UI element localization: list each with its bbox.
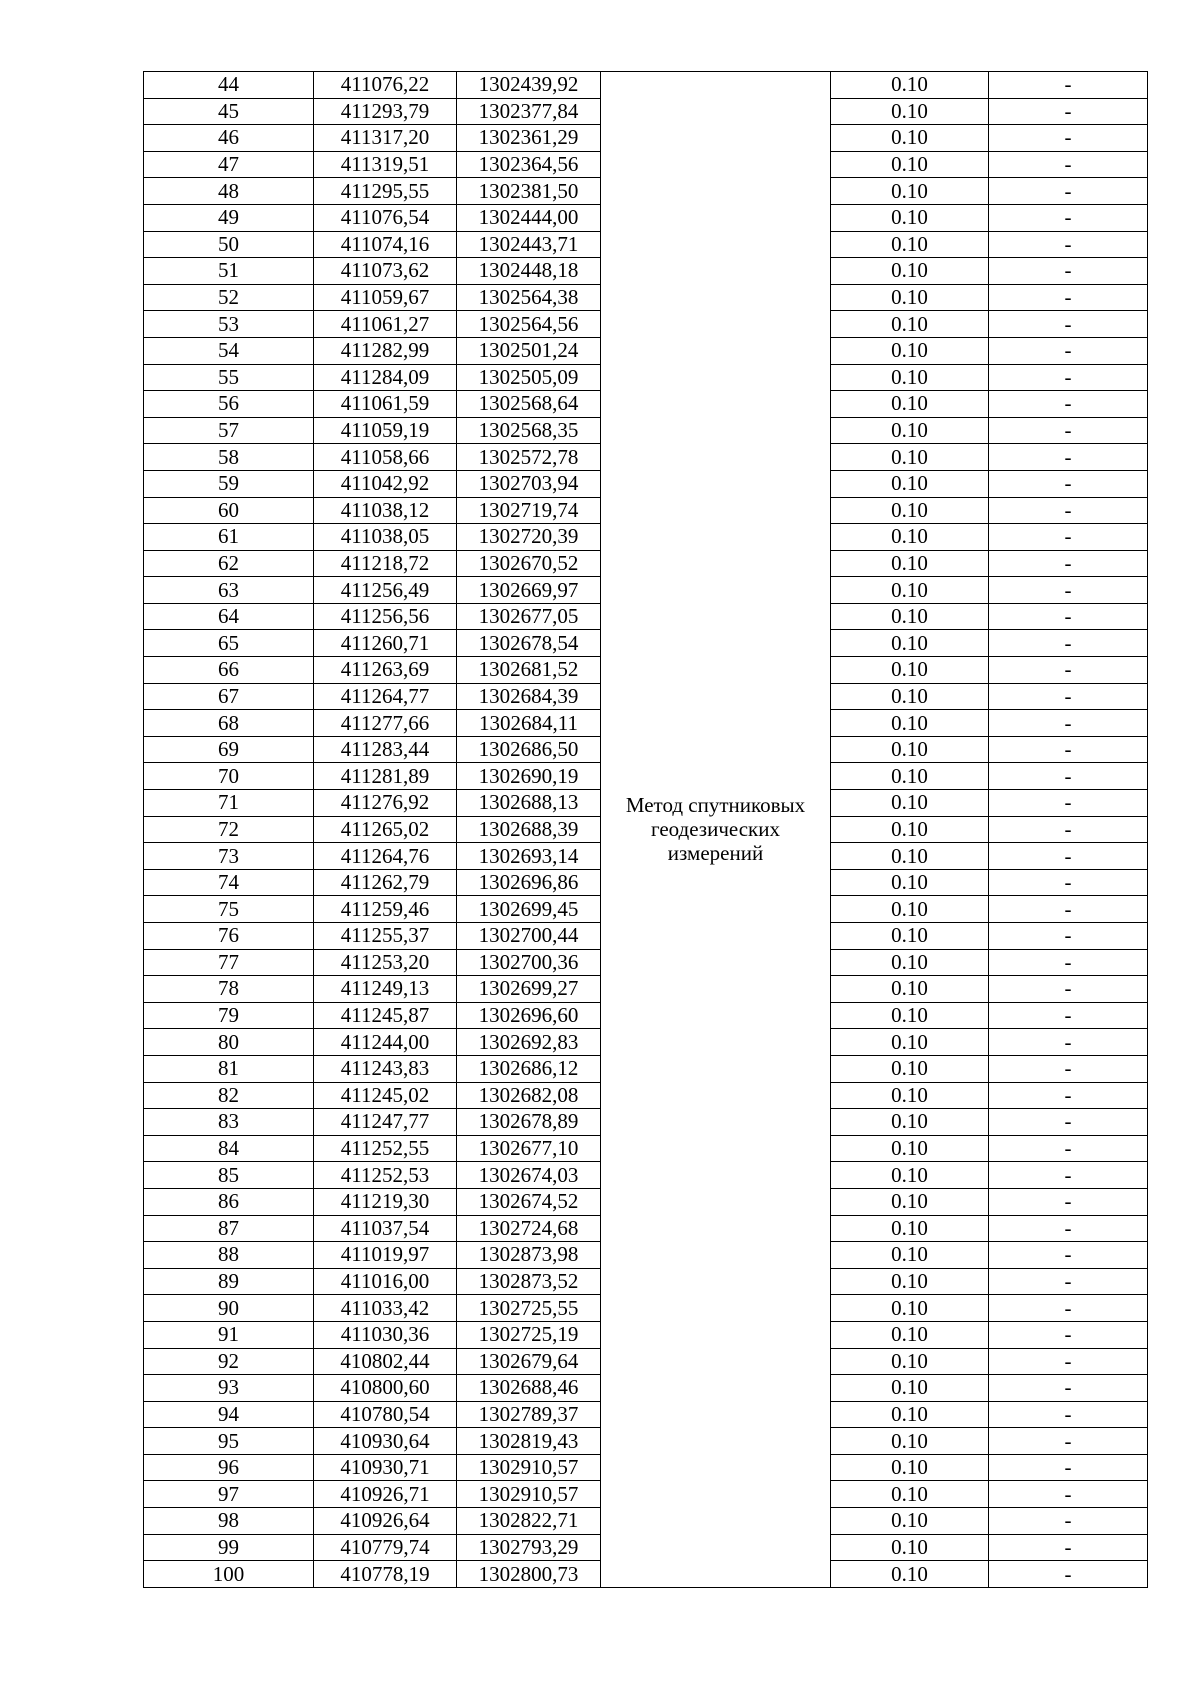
point-number-cell: 44 <box>144 72 314 99</box>
accuracy-cell: 0.10 <box>831 1561 989 1588</box>
x-coordinate-cell: 411038,12 <box>314 497 457 524</box>
extra-value-cell: - <box>989 683 1148 710</box>
accuracy-cell: 0.10 <box>831 311 989 338</box>
x-coordinate-cell: 411243,83 <box>314 1055 457 1082</box>
y-coordinate-cell: 1302725,19 <box>457 1321 601 1348</box>
y-coordinate-cell: 1302688,46 <box>457 1375 601 1402</box>
point-number-cell: 96 <box>144 1454 314 1481</box>
accuracy-cell: 0.10 <box>831 896 989 923</box>
extra-value-cell: - <box>989 1534 1148 1561</box>
extra-value-cell: - <box>989 1481 1148 1508</box>
coordinates-table <box>143 71 1148 1588</box>
point-number-cell: 90 <box>144 1295 314 1322</box>
x-coordinate-cell: 410800,60 <box>314 1375 457 1402</box>
point-number-cell: 93 <box>144 1375 314 1402</box>
extra-value-cell: - <box>989 311 1148 338</box>
y-coordinate-cell: 1302568,64 <box>457 391 601 418</box>
extra-value-cell: - <box>989 657 1148 684</box>
x-coordinate-cell: 411282,99 <box>314 337 457 364</box>
point-number-cell: 71 <box>144 790 314 817</box>
x-coordinate-cell: 411061,27 <box>314 311 457 338</box>
point-number-cell: 47 <box>144 151 314 178</box>
y-coordinate-cell: 1302693,14 <box>457 843 601 870</box>
extra-value-cell: - <box>989 497 1148 524</box>
extra-value-cell: - <box>989 1082 1148 1109</box>
point-number-cell: 51 <box>144 258 314 285</box>
x-coordinate-cell: 410780,54 <box>314 1401 457 1428</box>
point-number-cell: 68 <box>144 710 314 737</box>
extra-value-cell: - <box>989 630 1148 657</box>
y-coordinate-cell: 1302686,12 <box>457 1055 601 1082</box>
y-coordinate-cell: 1302684,39 <box>457 683 601 710</box>
accuracy-cell: 0.10 <box>831 710 989 737</box>
x-coordinate-cell: 410926,71 <box>314 1481 457 1508</box>
point-number-cell: 59 <box>144 470 314 497</box>
x-coordinate-cell: 411256,56 <box>314 603 457 630</box>
y-coordinate-cell: 1302564,38 <box>457 284 601 311</box>
extra-value-cell: - <box>989 1055 1148 1082</box>
point-number-cell: 48 <box>144 178 314 205</box>
point-number-cell: 60 <box>144 497 314 524</box>
extra-value-cell: - <box>989 1268 1148 1295</box>
x-coordinate-cell: 411253,20 <box>314 949 457 976</box>
point-number-cell: 95 <box>144 1428 314 1455</box>
accuracy-cell: 0.10 <box>831 417 989 444</box>
y-coordinate-cell: 1302377,84 <box>457 98 601 125</box>
accuracy-cell: 0.10 <box>831 790 989 817</box>
x-coordinate-cell: 411059,19 <box>314 417 457 444</box>
extra-value-cell: - <box>989 1029 1148 1056</box>
y-coordinate-cell: 1302572,78 <box>457 444 601 471</box>
point-number-cell: 80 <box>144 1029 314 1056</box>
y-coordinate-cell: 1302692,83 <box>457 1029 601 1056</box>
y-coordinate-cell: 1302720,39 <box>457 524 601 551</box>
accuracy-cell: 0.10 <box>831 1029 989 1056</box>
point-number-cell: 82 <box>144 1082 314 1109</box>
accuracy-cell: 0.10 <box>831 657 989 684</box>
y-coordinate-cell: 1302682,08 <box>457 1082 601 1109</box>
extra-value-cell: - <box>989 391 1148 418</box>
point-number-cell: 72 <box>144 816 314 843</box>
accuracy-cell: 0.10 <box>831 949 989 976</box>
extra-value-cell: - <box>989 896 1148 923</box>
extra-value-cell: - <box>989 364 1148 391</box>
point-number-cell: 98 <box>144 1508 314 1535</box>
y-coordinate-cell: 1302678,54 <box>457 630 601 657</box>
y-coordinate-cell: 1302793,29 <box>457 1534 601 1561</box>
x-coordinate-cell: 411059,67 <box>314 284 457 311</box>
x-coordinate-cell: 411016,00 <box>314 1268 457 1295</box>
extra-value-cell: - <box>989 1242 1148 1269</box>
y-coordinate-cell: 1302364,56 <box>457 151 601 178</box>
coordinates-table-body <box>144 72 1148 1588</box>
point-number-cell: 55 <box>144 364 314 391</box>
y-coordinate-cell: 1302873,52 <box>457 1268 601 1295</box>
accuracy-cell: 0.10 <box>831 364 989 391</box>
y-coordinate-cell: 1302703,94 <box>457 470 601 497</box>
y-coordinate-cell: 1302688,39 <box>457 816 601 843</box>
accuracy-cell: 0.10 <box>831 1481 989 1508</box>
x-coordinate-cell: 411265,02 <box>314 816 457 843</box>
extra-value-cell: - <box>989 1454 1148 1481</box>
extra-value-cell: - <box>989 1135 1148 1162</box>
extra-value-cell: - <box>989 204 1148 231</box>
y-coordinate-cell: 1302678,89 <box>457 1109 601 1136</box>
point-number-cell: 97 <box>144 1481 314 1508</box>
extra-value-cell: - <box>989 1188 1148 1215</box>
extra-value-cell: - <box>989 710 1148 737</box>
y-coordinate-cell: 1302568,35 <box>457 417 601 444</box>
point-number-cell: 92 <box>144 1348 314 1375</box>
accuracy-cell: 0.10 <box>831 98 989 125</box>
point-number-cell: 75 <box>144 896 314 923</box>
extra-value-cell: - <box>989 816 1148 843</box>
y-coordinate-cell: 1302789,37 <box>457 1401 601 1428</box>
extra-value-cell: - <box>989 1321 1148 1348</box>
accuracy-cell: 0.10 <box>831 816 989 843</box>
x-coordinate-cell: 411319,51 <box>314 151 457 178</box>
accuracy-cell: 0.10 <box>831 869 989 896</box>
extra-value-cell: - <box>989 790 1148 817</box>
x-coordinate-cell: 411263,69 <box>314 657 457 684</box>
accuracy-cell: 0.10 <box>831 736 989 763</box>
accuracy-cell: 0.10 <box>831 630 989 657</box>
point-number-cell: 100 <box>144 1561 314 1588</box>
accuracy-cell: 0.10 <box>831 231 989 258</box>
extra-value-cell: - <box>989 1109 1148 1136</box>
x-coordinate-cell: 411259,46 <box>314 896 457 923</box>
extra-value-cell: - <box>989 976 1148 1003</box>
x-coordinate-cell: 411037,54 <box>314 1215 457 1242</box>
x-coordinate-cell: 411218,72 <box>314 550 457 577</box>
y-coordinate-cell: 1302719,74 <box>457 497 601 524</box>
accuracy-cell: 0.10 <box>831 470 989 497</box>
y-coordinate-cell: 1302681,52 <box>457 657 601 684</box>
point-number-cell: 86 <box>144 1188 314 1215</box>
x-coordinate-cell: 411252,53 <box>314 1162 457 1189</box>
accuracy-cell: 0.10 <box>831 1215 989 1242</box>
x-coordinate-cell: 411264,76 <box>314 843 457 870</box>
y-coordinate-cell: 1302381,50 <box>457 178 601 205</box>
point-number-cell: 62 <box>144 550 314 577</box>
point-number-cell: 50 <box>144 231 314 258</box>
y-coordinate-cell: 1302448,18 <box>457 258 601 285</box>
point-number-cell: 85 <box>144 1162 314 1189</box>
y-coordinate-cell: 1302700,44 <box>457 923 601 950</box>
point-number-cell: 99 <box>144 1534 314 1561</box>
extra-value-cell: - <box>989 524 1148 551</box>
extra-value-cell: - <box>989 1295 1148 1322</box>
y-coordinate-cell: 1302677,10 <box>457 1135 601 1162</box>
x-coordinate-cell: 411256,49 <box>314 577 457 604</box>
y-coordinate-cell: 1302674,52 <box>457 1188 601 1215</box>
accuracy-cell: 0.10 <box>831 258 989 285</box>
extra-value-cell: - <box>989 763 1148 790</box>
accuracy-cell: 0.10 <box>831 1401 989 1428</box>
point-number-cell: 66 <box>144 657 314 684</box>
point-number-cell: 46 <box>144 125 314 152</box>
accuracy-cell: 0.10 <box>831 151 989 178</box>
point-number-cell: 54 <box>144 337 314 364</box>
x-coordinate-cell: 411247,77 <box>314 1109 457 1136</box>
x-coordinate-cell: 411033,42 <box>314 1295 457 1322</box>
y-coordinate-cell: 1302696,86 <box>457 869 601 896</box>
table-row <box>144 72 1148 99</box>
x-coordinate-cell: 411073,62 <box>314 258 457 285</box>
point-number-cell: 91 <box>144 1321 314 1348</box>
point-number-cell: 73 <box>144 843 314 870</box>
x-coordinate-cell: 411038,05 <box>314 524 457 551</box>
point-number-cell: 84 <box>144 1135 314 1162</box>
extra-value-cell: - <box>989 1508 1148 1535</box>
y-coordinate-cell: 1302674,03 <box>457 1162 601 1189</box>
extra-value-cell: - <box>989 1401 1148 1428</box>
accuracy-cell: 0.10 <box>831 125 989 152</box>
y-coordinate-cell: 1302679,64 <box>457 1348 601 1375</box>
point-number-cell: 87 <box>144 1215 314 1242</box>
point-number-cell: 53 <box>144 311 314 338</box>
accuracy-cell: 0.10 <box>831 284 989 311</box>
x-coordinate-cell: 411076,54 <box>314 204 457 231</box>
point-number-cell: 63 <box>144 577 314 604</box>
y-coordinate-cell: 1302670,52 <box>457 550 601 577</box>
accuracy-cell: 0.10 <box>831 603 989 630</box>
y-coordinate-cell: 1302439,92 <box>457 72 601 99</box>
accuracy-cell: 0.10 <box>831 178 989 205</box>
y-coordinate-cell: 1302873,98 <box>457 1242 601 1269</box>
y-coordinate-cell: 1302699,27 <box>457 976 601 1003</box>
x-coordinate-cell: 411076,22 <box>314 72 457 99</box>
x-coordinate-cell: 411058,66 <box>314 444 457 471</box>
y-coordinate-cell: 1302686,50 <box>457 736 601 763</box>
point-number-cell: 49 <box>144 204 314 231</box>
accuracy-cell: 0.10 <box>831 1321 989 1348</box>
extra-value-cell: - <box>989 1561 1148 1588</box>
x-coordinate-cell: 411019,97 <box>314 1242 457 1269</box>
accuracy-cell: 0.10 <box>831 1508 989 1535</box>
extra-value-cell: - <box>989 470 1148 497</box>
y-coordinate-cell: 1302690,19 <box>457 763 601 790</box>
extra-value-cell: - <box>989 231 1148 258</box>
y-coordinate-cell: 1302443,71 <box>457 231 601 258</box>
x-coordinate-cell: 411061,59 <box>314 391 457 418</box>
x-coordinate-cell: 411252,55 <box>314 1135 457 1162</box>
accuracy-cell: 0.10 <box>831 444 989 471</box>
extra-value-cell: - <box>989 1375 1148 1402</box>
accuracy-cell: 0.10 <box>831 1454 989 1481</box>
point-number-cell: 56 <box>144 391 314 418</box>
y-coordinate-cell: 1302700,36 <box>457 949 601 976</box>
extra-value-cell: - <box>989 284 1148 311</box>
y-coordinate-cell: 1302800,73 <box>457 1561 601 1588</box>
accuracy-cell: 0.10 <box>831 1135 989 1162</box>
extra-value-cell: - <box>989 923 1148 950</box>
extra-value-cell: - <box>989 1162 1148 1189</box>
accuracy-cell: 0.10 <box>831 337 989 364</box>
y-coordinate-cell: 1302688,13 <box>457 790 601 817</box>
x-coordinate-cell: 411255,37 <box>314 923 457 950</box>
point-number-cell: 88 <box>144 1242 314 1269</box>
accuracy-cell: 0.10 <box>831 1268 989 1295</box>
y-coordinate-cell: 1302822,71 <box>457 1508 601 1535</box>
accuracy-cell: 0.10 <box>831 1109 989 1136</box>
method-cell: Метод спутниковых геодезических измерений <box>601 72 831 1588</box>
point-number-cell: 67 <box>144 683 314 710</box>
accuracy-cell: 0.10 <box>831 497 989 524</box>
x-coordinate-cell: 410930,64 <box>314 1428 457 1455</box>
extra-value-cell: - <box>989 337 1148 364</box>
point-number-cell: 81 <box>144 1055 314 1082</box>
point-number-cell: 74 <box>144 869 314 896</box>
y-coordinate-cell: 1302910,57 <box>457 1481 601 1508</box>
point-number-cell: 69 <box>144 736 314 763</box>
extra-value-cell: - <box>989 869 1148 896</box>
y-coordinate-cell: 1302501,24 <box>457 337 601 364</box>
extra-value-cell: - <box>989 736 1148 763</box>
extra-value-cell: - <box>989 151 1148 178</box>
accuracy-cell: 0.10 <box>831 683 989 710</box>
y-coordinate-cell: 1302910,57 <box>457 1454 601 1481</box>
accuracy-cell: 0.10 <box>831 976 989 1003</box>
point-number-cell: 94 <box>144 1401 314 1428</box>
extra-value-cell: - <box>989 1428 1148 1455</box>
extra-value-cell: - <box>989 603 1148 630</box>
y-coordinate-cell: 1302724,68 <box>457 1215 601 1242</box>
extra-value-cell: - <box>989 125 1148 152</box>
accuracy-cell: 0.10 <box>831 1534 989 1561</box>
point-number-cell: 61 <box>144 524 314 551</box>
x-coordinate-cell: 410778,19 <box>314 1561 457 1588</box>
x-coordinate-cell: 411042,92 <box>314 470 457 497</box>
point-number-cell: 64 <box>144 603 314 630</box>
y-coordinate-cell: 1302819,43 <box>457 1428 601 1455</box>
y-coordinate-cell: 1302669,97 <box>457 577 601 604</box>
accuracy-cell: 0.10 <box>831 1055 989 1082</box>
extra-value-cell: - <box>989 1215 1148 1242</box>
x-coordinate-cell: 411284,09 <box>314 364 457 391</box>
x-coordinate-cell: 410926,64 <box>314 1508 457 1535</box>
extra-value-cell: - <box>989 98 1148 125</box>
accuracy-cell: 0.10 <box>831 204 989 231</box>
point-number-cell: 76 <box>144 923 314 950</box>
x-coordinate-cell: 411244,00 <box>314 1029 457 1056</box>
x-coordinate-cell: 411262,79 <box>314 869 457 896</box>
x-coordinate-cell: 411293,79 <box>314 98 457 125</box>
accuracy-cell: 0.10 <box>831 843 989 870</box>
x-coordinate-cell: 411245,87 <box>314 1002 457 1029</box>
point-number-cell: 52 <box>144 284 314 311</box>
point-number-cell: 58 <box>144 444 314 471</box>
x-coordinate-cell: 410930,71 <box>314 1454 457 1481</box>
y-coordinate-cell: 1302699,45 <box>457 896 601 923</box>
extra-value-cell: - <box>989 843 1148 870</box>
x-coordinate-cell: 411276,92 <box>314 790 457 817</box>
x-coordinate-cell: 410802,44 <box>314 1348 457 1375</box>
y-coordinate-cell: 1302677,05 <box>457 603 601 630</box>
extra-value-cell: - <box>989 72 1148 99</box>
y-coordinate-cell: 1302684,11 <box>457 710 601 737</box>
y-coordinate-cell: 1302444,00 <box>457 204 601 231</box>
x-coordinate-cell: 411317,20 <box>314 125 457 152</box>
extra-value-cell: - <box>989 577 1148 604</box>
x-coordinate-cell: 411245,02 <box>314 1082 457 1109</box>
extra-value-cell: - <box>989 417 1148 444</box>
point-number-cell: 79 <box>144 1002 314 1029</box>
y-coordinate-cell: 1302505,09 <box>457 364 601 391</box>
accuracy-cell: 0.10 <box>831 923 989 950</box>
point-number-cell: 57 <box>144 417 314 444</box>
point-number-cell: 83 <box>144 1109 314 1136</box>
point-number-cell: 78 <box>144 976 314 1003</box>
accuracy-cell: 0.10 <box>831 1082 989 1109</box>
accuracy-cell: 0.10 <box>831 1162 989 1189</box>
accuracy-cell: 0.10 <box>831 1375 989 1402</box>
accuracy-cell: 0.10 <box>831 1295 989 1322</box>
accuracy-cell: 0.10 <box>831 391 989 418</box>
accuracy-cell: 0.10 <box>831 1428 989 1455</box>
point-number-cell: 77 <box>144 949 314 976</box>
accuracy-cell: 0.10 <box>831 524 989 551</box>
y-coordinate-cell: 1302725,55 <box>457 1295 601 1322</box>
x-coordinate-cell: 411283,44 <box>314 736 457 763</box>
accuracy-cell: 0.10 <box>831 1002 989 1029</box>
extra-value-cell: - <box>989 949 1148 976</box>
accuracy-cell: 0.10 <box>831 1348 989 1375</box>
accuracy-cell: 0.10 <box>831 1242 989 1269</box>
extra-value-cell: - <box>989 444 1148 471</box>
x-coordinate-cell: 411277,66 <box>314 710 457 737</box>
x-coordinate-cell: 411030,36 <box>314 1321 457 1348</box>
accuracy-cell: 0.10 <box>831 550 989 577</box>
accuracy-cell: 0.10 <box>831 763 989 790</box>
y-coordinate-cell: 1302696,60 <box>457 1002 601 1029</box>
x-coordinate-cell: 411260,71 <box>314 630 457 657</box>
x-coordinate-cell: 411219,30 <box>314 1188 457 1215</box>
accuracy-cell: 0.10 <box>831 1188 989 1215</box>
y-coordinate-cell: 1302361,29 <box>457 125 601 152</box>
y-coordinate-cell: 1302564,56 <box>457 311 601 338</box>
extra-value-cell: - <box>989 550 1148 577</box>
extra-value-cell: - <box>989 1002 1148 1029</box>
point-number-cell: 89 <box>144 1268 314 1295</box>
x-coordinate-cell: 411249,13 <box>314 976 457 1003</box>
accuracy-cell: 0.10 <box>831 577 989 604</box>
x-coordinate-cell: 411281,89 <box>314 763 457 790</box>
point-number-cell: 45 <box>144 98 314 125</box>
extra-value-cell: - <box>989 178 1148 205</box>
extra-value-cell: - <box>989 258 1148 285</box>
x-coordinate-cell: 411074,16 <box>314 231 457 258</box>
x-coordinate-cell: 411264,77 <box>314 683 457 710</box>
point-number-cell: 70 <box>144 763 314 790</box>
x-coordinate-cell: 411295,55 <box>314 178 457 205</box>
x-coordinate-cell: 410779,74 <box>314 1534 457 1561</box>
accuracy-cell: 0.10 <box>831 72 989 99</box>
point-number-cell: 65 <box>144 630 314 657</box>
extra-value-cell: - <box>989 1348 1148 1375</box>
